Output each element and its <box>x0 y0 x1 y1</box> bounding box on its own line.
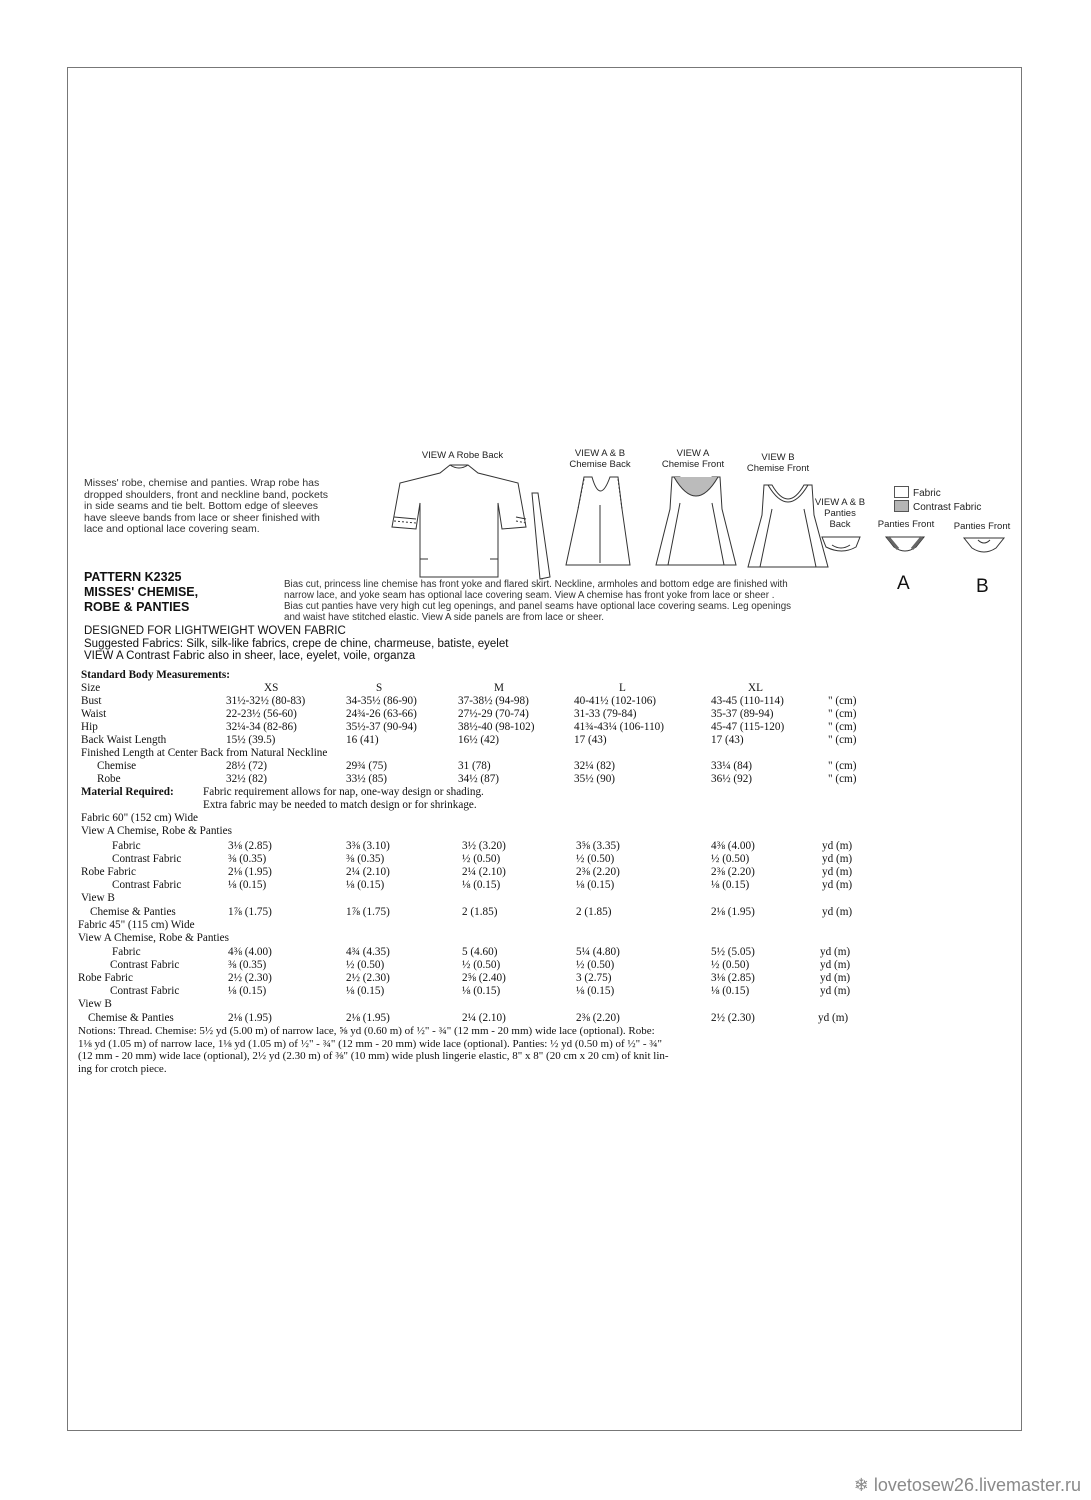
unit: " (cm) <box>828 708 857 720</box>
cell: 38½-40 (98-102) <box>458 721 535 733</box>
cell: 3 (2.75) <box>576 972 612 984</box>
cell: ½ (0.50) <box>711 853 750 865</box>
view-label-line: Back <box>829 519 851 530</box>
unit: " (cm) <box>828 760 857 772</box>
contrast-fabrics: VIEW A Contrast Fabric also in sheer, lace, eyelet, voile, organza <box>84 650 416 662</box>
cell: 5 (4.60) <box>462 946 498 958</box>
view-label-line: Chemise Front <box>661 459 725 470</box>
measurement-row <box>0 720 1091 734</box>
view-label-panties-front-b: Panties Front <box>953 521 1011 532</box>
measurements-heading: Standard Body Measurements: <box>81 669 230 681</box>
view-note-line: and waist have stitched elastic. View A side panels are from lace or sheer. <box>284 612 605 623</box>
cell: 28½ (72) <box>226 760 268 772</box>
cell: ⅛ (0.15) <box>462 879 501 891</box>
notions <box>78 1025 669 1075</box>
view-label-panties-front-a: Panties Front <box>877 519 935 530</box>
cell: 31 (78) <box>458 760 491 772</box>
unit: yd (m) <box>822 906 853 918</box>
cell: 4¾ (4.35) <box>346 946 390 958</box>
cell: ⅜ (0.35) <box>346 853 385 865</box>
cell: 17 (43) <box>711 734 744 746</box>
cell: ½ (0.50) <box>576 853 615 865</box>
cell: 3⅜ (3.10) <box>346 840 390 852</box>
cell: 4⅜ (4.00) <box>228 946 272 958</box>
size-s: S <box>376 682 383 694</box>
cell: 34-35½ (86-90) <box>346 695 417 707</box>
cell: 43-45 (110-114) <box>711 695 784 707</box>
cell: ⅜ (0.35) <box>228 853 267 865</box>
row-label: Fabric <box>112 946 141 958</box>
yardage-row <box>0 984 1091 998</box>
row-label: Contrast Fabric <box>110 985 180 997</box>
unit: " (cm) <box>828 734 857 746</box>
fabric-width-row <box>0 811 1091 825</box>
cell: 15½ (39.5) <box>226 734 276 746</box>
view-heading-row <box>0 824 1091 838</box>
yardage-row <box>0 878 1091 892</box>
row-label: Contrast Fabric <box>112 879 182 891</box>
cell: 2½ (2.30) <box>711 1012 755 1024</box>
notions-line: 1⅛ yd (1.05 m) of narrow lace, 1⅛ yd (1.05 m) of ½" - ¾" (12 mm - 20 mm) wide lace (optional). Panties: ½ yd (0.50 m) of ½" - ¾" <box>78 1037 663 1050</box>
cell: ⅛ (0.15) <box>346 879 385 891</box>
unit: yd (m) <box>820 972 851 984</box>
cell: 2½ (2.30) <box>346 972 390 984</box>
cell: 2¼ (2.10) <box>346 866 390 878</box>
cell: 35½ (90) <box>574 773 616 785</box>
row-label: Robe Fabric <box>81 866 136 878</box>
cell: 2½ (2.30) <box>228 972 272 984</box>
measurement-row <box>0 694 1091 708</box>
cell: 24¾-26 (63-66) <box>346 708 417 720</box>
view-note-line: narrow lace, and yoke seam has optional lace covering seam. View A chemise has front yoke from lace or sheer . <box>284 590 775 601</box>
cell: 2⅝ (2.40) <box>462 972 506 984</box>
cell: 2⅜ (2.20) <box>711 866 755 878</box>
cell: ½ (0.50) <box>346 959 385 971</box>
size-xs: XS <box>264 682 279 694</box>
cell: ⅜ (0.35) <box>228 959 267 971</box>
fabric-width-45: Fabric 45" (115 cm) Wide <box>78 919 195 931</box>
cell: 32¼-34 (82-86) <box>226 721 297 733</box>
cell: 17 (43) <box>574 734 607 746</box>
view-b-heading: View B <box>78 998 112 1010</box>
cell: 2⅜ (2.20) <box>576 866 620 878</box>
cell: ⅛ (0.15) <box>576 985 615 997</box>
cell: 2⅛ (1.95) <box>228 866 272 878</box>
cell: 31½-32½ (80-83) <box>226 695 306 707</box>
notions-line: (12 mm - 20 mm) wide lace (optional), 2½ yd (2.30 m) of ⅜" (10 mm) wide plush lingerie elastic, 8" x 8" (20 cm x 20 cm) of knit lin- <box>78 1050 669 1062</box>
row-label: Hip <box>81 721 98 733</box>
yardage-row <box>0 958 1091 972</box>
cell: ⅛ (0.15) <box>228 985 267 997</box>
cell: 33½ (85) <box>346 773 388 785</box>
cell: 36½ (92) <box>711 773 753 785</box>
cell: ½ (0.50) <box>576 959 615 971</box>
legend-contrast-label: Contrast Fabric <box>913 502 982 513</box>
yardage-row <box>0 945 1091 959</box>
view-letter-b: B <box>976 576 989 597</box>
snowflake-icon: ❄ <box>853 1475 869 1495</box>
yardage-row <box>0 865 1091 879</box>
cell: 16½ (42) <box>458 734 500 746</box>
cell: ½ (0.50) <box>711 959 750 971</box>
fabric-width-row <box>0 918 1091 932</box>
cell: 33¼ (84) <box>711 760 753 772</box>
cell: 3½ (3.20) <box>462 840 506 852</box>
measurements-heading-row <box>0 668 1091 682</box>
cell: 37-38½ (94-98) <box>458 695 529 707</box>
pattern-name-line: MISSES' CHEMISE, <box>84 585 199 599</box>
cell: ⅛ (0.15) <box>711 879 750 891</box>
legend-fabric-label: Fabric <box>913 488 941 499</box>
row-label: Back Waist Length <box>81 734 167 746</box>
size-label: Size <box>81 682 101 694</box>
unit: yd (m) <box>822 866 853 878</box>
unit: " (cm) <box>828 695 857 707</box>
row-label: Waist <box>81 708 107 720</box>
cell: 35-37 (89-94) <box>711 708 774 720</box>
cell: 5½ (5.05) <box>711 946 755 958</box>
material-note: Fabric requirement allows for nap, one-way design or shading. <box>203 786 484 798</box>
cell: 1⅞ (1.75) <box>346 906 390 918</box>
cell: 16 (41) <box>346 734 379 746</box>
notions-line: ing for crotch piece. <box>78 1062 167 1075</box>
cell: 2 (1.85) <box>462 906 498 918</box>
cell: 32¼ (82) <box>574 760 616 772</box>
unit: yd (m) <box>822 840 853 852</box>
row-label: Bust <box>81 695 102 707</box>
cell: ½ (0.50) <box>462 853 501 865</box>
cell: 32½ (82) <box>226 773 268 785</box>
size-l: L <box>619 682 626 694</box>
material-heading-row <box>0 785 1091 799</box>
cell: 4⅜ (4.00) <box>711 840 755 852</box>
cell: 3⅝ (3.35) <box>576 840 620 852</box>
cell: 5¼ (4.80) <box>576 946 620 958</box>
cell: ⅛ (0.15) <box>462 985 501 997</box>
view-label-line: VIEW A <box>676 448 710 459</box>
view-b-heading: View B <box>81 892 115 904</box>
description-line: in side seams and tie belt. Bottom edge of sleeves <box>84 500 319 513</box>
cell: 3⅛ (2.85) <box>711 972 755 984</box>
view-label-line: VIEW A & B <box>814 497 866 508</box>
cell: 40-41½ (102-106) <box>574 695 657 707</box>
cell: ½ (0.50) <box>462 959 501 971</box>
pattern-name-line: ROBE & PANTIES <box>84 600 190 614</box>
unit: yd (m) <box>818 1012 849 1024</box>
measurement-row <box>0 733 1091 747</box>
cell: ⅛ (0.15) <box>576 879 615 891</box>
yardage-row <box>0 1011 1091 1025</box>
description-line: dropped shoulders, front and neckline band, pockets <box>84 488 328 501</box>
measurement-row <box>0 772 1091 786</box>
size-xl: XL <box>748 682 763 694</box>
material-note: Extra fabric may be needed to match design or for shrinkage. <box>203 799 477 811</box>
measurement-row <box>0 759 1091 773</box>
unit: yd (m) <box>822 853 853 865</box>
cell: 22-23½ (56-60) <box>226 708 297 720</box>
view-heading-row <box>0 891 1091 905</box>
cell: 2⅛ (1.95) <box>346 1012 390 1024</box>
view-label-line: Chemise Front <box>746 463 810 474</box>
finished-length-heading-row <box>0 746 1091 760</box>
view-label-line: Chemise Back <box>569 459 631 470</box>
view-label-robe-back: VIEW A Robe Back <box>421 450 504 461</box>
yardage-row <box>0 852 1091 866</box>
cell: 45-47 (115-120) <box>711 721 785 733</box>
view-heading-row <box>0 997 1091 1011</box>
description-line: lace and optional lace covering seam. <box>84 523 260 536</box>
cell: 2 (1.85) <box>576 906 612 918</box>
cell: 41¾-43¼ (106-110) <box>574 721 665 733</box>
pattern-number: PATTERN K2325 <box>84 570 182 584</box>
unit: " (cm) <box>828 773 857 785</box>
view-heading-row <box>0 931 1091 945</box>
cell: 2⅛ (1.95) <box>228 1012 272 1024</box>
material-heading: Material Required: <box>81 786 174 798</box>
unit: yd (m) <box>822 879 853 891</box>
cell: 29¾ (75) <box>346 760 388 772</box>
fabric-width-60: Fabric 60" (152 cm) Wide <box>81 812 198 824</box>
row-label: Fabric <box>112 840 141 852</box>
watermark <box>854 1475 1081 1496</box>
cell: 2¼ (2.10) <box>462 866 506 878</box>
view-letter-a: A <box>897 573 910 594</box>
view-a-heading: View A Chemise, Robe & Panties <box>78 932 229 944</box>
description-line: have sleeve bands from lace or sheer finished with <box>84 511 320 524</box>
cell: ⅛ (0.15) <box>228 879 267 891</box>
unit: " (cm) <box>828 721 857 733</box>
cell: 3⅛ (2.85) <box>228 840 272 852</box>
cell: 1⅞ (1.75) <box>228 906 272 918</box>
view-label-line: Panties <box>824 508 856 519</box>
row-label: Chemise & Panties <box>90 906 176 918</box>
cell: 31-33 (79-84) <box>574 708 637 720</box>
unit: yd (m) <box>820 959 851 971</box>
row-label: Contrast Fabric <box>110 959 180 971</box>
cell: 2⅜ (2.20) <box>576 1012 620 1024</box>
description-line: Misses' robe, chemise and panties. Wrap robe has <box>84 477 320 489</box>
finished-length-heading: Finished Length at Center Back from Natural Neckline <box>81 747 328 759</box>
cell: ⅛ (0.15) <box>346 985 385 997</box>
cell: 27½-29 (70-74) <box>458 708 529 720</box>
view-note-line: Bias cut, princess line chemise has front yoke and flared skirt. Neckline, armholes and bottom edge are finished with <box>284 579 788 590</box>
row-label: Robe Fabric <box>78 972 133 984</box>
notions-line: Notions: Thread. Chemise: 5½ yd (5.00 m) of narrow lace, ⅝ yd (0.60 m) of ½" - ¾" (12 mm - 20 mm) wide lace (optional). Robe: <box>78 1025 655 1037</box>
watermark-text: lovetosew26.livemaster.ru <box>873 1475 1081 1495</box>
row-label: Chemise <box>97 760 137 772</box>
cell: 2⅛ (1.95) <box>711 906 755 918</box>
cell: ⅛ (0.15) <box>711 985 750 997</box>
cell: 2¼ (2.10) <box>462 1012 506 1024</box>
cell: 34½ (87) <box>458 773 500 785</box>
unit: yd (m) <box>820 946 851 958</box>
view-a-heading: View A Chemise, Robe & Panties <box>81 825 232 837</box>
view-label-line: VIEW B <box>761 452 795 463</box>
material-note-row <box>0 798 1091 812</box>
yardage-row <box>0 971 1091 985</box>
suggested-fabrics: Suggested Fabrics: Silk, silk-like fabrics, crepe de chine, charmeuse, batiste, eyelet <box>84 637 509 650</box>
view-note-line: Bias cut panties have very high cut leg openings, and panel seams have optional lace covering seams. Leg openings <box>284 601 792 612</box>
size-row <box>0 681 1091 695</box>
row-label: Contrast Fabric <box>112 853 182 865</box>
yardage-row <box>0 905 1091 919</box>
row-label: Chemise & Panties <box>88 1012 174 1024</box>
cell: 35½-37 (90-94) <box>346 721 417 733</box>
view-label-line: VIEW A & B <box>574 448 626 459</box>
unit: yd (m) <box>820 985 851 997</box>
row-label: Robe <box>97 773 121 785</box>
designed-for: DESIGNED FOR LIGHTWEIGHT WOVEN FABRIC <box>84 625 346 637</box>
measurement-row <box>0 707 1091 721</box>
yardage-row <box>0 839 1091 853</box>
size-m: M <box>494 682 504 694</box>
